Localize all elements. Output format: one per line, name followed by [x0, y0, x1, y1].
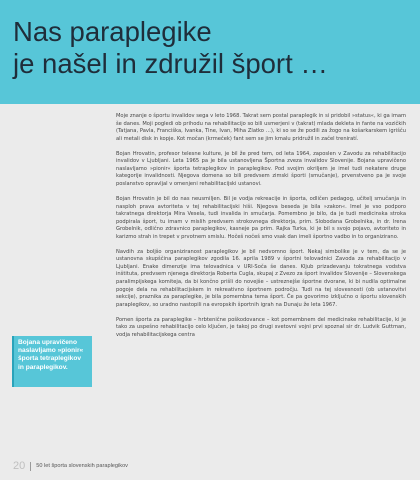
pull-quote-text: Bojana upravičeno naslavljamo »pionir« športa tetraplegikov in paraplegikov. [18, 339, 84, 371]
title-line-2: je našel in združil šport … [13, 48, 328, 79]
pull-quote-box [12, 336, 92, 387]
article-body [116, 113, 406, 347]
publication-title: 50 let športa slovenskih paraplegikov [36, 463, 128, 469]
paragraph-4: Navdih za boljšo organiziranost paraplegikov je bil nedvomno šport. Nekaj simbolike je v tem, da se je ustanovna skupščina paraplegikov zgodila 16. aprila 1989 v športni telovadnici Zavoda za rehabilitacijo v Ljubljani. Enake dimenzije ima telovadnica v URI-Soča še danes. Kljub prizadevanju tokratnega vodstva inštituta, predvsem njenega direktorja Roberta Cugla, skupaj z Zvezo za šport invalidov Slovenije – Slovenskega paralimpijskega komiteja, da bi končno prišli do novejše – ustreznejše športne dvorane, ki bi nudila optimalne pogoje dela na rehabilitacijskem in rekreativno športnem področju. Tudi na tej slovesnosti (ob ustanovitvi sekcije), praznika za paraplegike, je bila pomembna tema šport. Če pa govorimo izključno o športu slovenskih paraplegikov, so uradno nastopili na evropskih športnih igrah na Dunaju že leta 1967. [116, 248, 406, 308]
paragraph-5: Pomen športa za paraplegike – hrbtenične poškodovance – kot pomembnem del medicinske rehabilitacije, ki je tako za uspešno rehabilitacijo celo ključen, je takoj po drugi svetovni vojni prvi spoznal sir dr. Ludvik Guttman, vodja rehabilitacijskega centra [116, 316, 406, 338]
page-number: 20 [13, 460, 26, 472]
page-title [13, 16, 328, 80]
paragraph-2: Bojan Hrovatin, profesor telesne kulture, je bil že pred tem, od leta 1964, zaposlen v Zavodu za rehabilitacijo invalidov v Ljubljani. Leta 1965 pa je bila ustanovljena Športna zveza invalidov Slovenije. Bojana upravičeno naslavljamo »pionir« športa tetraplegikov in paraplegikov. Pod svojim okriljem je imel tudi nekatere druge kategorije invalidnosti. Njegova domena so bili predvsem zimski športi (smučanje), prvenstveno pa je svoje poslanstvo opravljal v omenjeni rehabilitacijski ustanovi. [116, 150, 406, 187]
title-line-1: Nas paraplegike [13, 16, 212, 47]
paragraph-3: Bojan Hrovatin je bil do nas neusmiljen. Bil je vodja rekreacije in športa, odličen pedagog, učitelj smučanja in nasploh prava avtoriteta v tej rehabilitacijski hiši. Njegova beseda je bila »zakon«. Imel je vso podporo takratnega direktorja Mira Vesela, tudi invalida in smučarja. Pomembno je bilo, da je tudi medicinska stroka podpirala šport, tu imam v mislih predvsem strokovnega direktorja, prim. Slobodana Grobelnika, in dr. Irena Grobelnik, odlično zdravnico paraplegikov, kasneje pa prim. Rajka Turka, ki je bil s svojo pojavo, avtoriteto in karizmo strah in trepet v prvotnem smislu. Hočeš nočeš smo vsak dan imeli športno vadbo in to organizirano. [116, 196, 406, 240]
header-banner [0, 0, 420, 104]
paragraph-1: Moje znanje o športu invalidov sega v leto 1968. Takrat sem postal paraplegik in si pridobil »status«, ki ga imam še danes. Moji pogledi ob prihodu na rehabilitacijo so bili usmerjeni v (takrat) mlada dekleta in fante na vozičkih (Tatjana, Pavla, Franciška, Ivanka, Tine, Ivan, Miha Zlatko …), ki so se že podili za žogo na košarkarskem igrišču ali metali disk in kopje. Kot močan (krmeček) fant sem se jim kmalu pridružil in začel treniratí. [116, 113, 406, 142]
page-footer [13, 460, 128, 472]
footer-divider [30, 462, 31, 471]
